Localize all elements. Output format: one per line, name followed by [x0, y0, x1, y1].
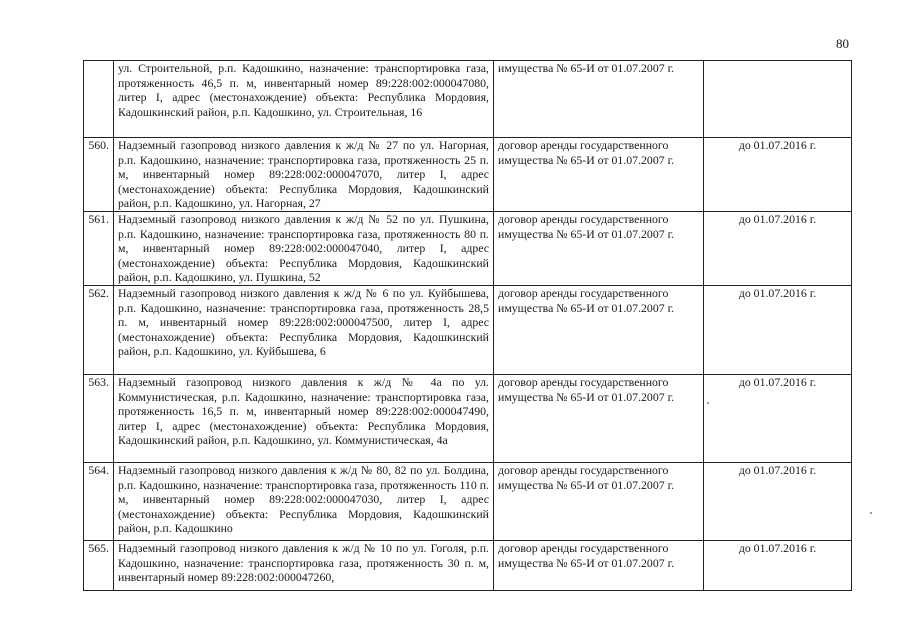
lease-basis: договор аренды государственного имущества № 65-И от 01.07.2007 г. — [494, 138, 704, 212]
scan-speck — [870, 512, 872, 514]
lease-term: до 01.07.2016 г. — [704, 286, 852, 375]
object-description: Надземный газопровод низкого давления к ж/д № 52 по ул. Пушкина, р.п. Кадошкино, назначение: транспортировка газа, протяженность 80 п. м, инвентарный номер 89:228:002:000047040, литер I, адрес (местонахождение) объекта: Республика Мордовия, Кадошкинский район, р.п. Кадошкино, ул. Пушкина, 52 — [114, 212, 494, 286]
page-number: 80 — [836, 36, 849, 51]
row-number: 564. — [84, 463, 114, 541]
lease-term: до 01.07.2016 г. — [704, 138, 852, 212]
row-number: 561. — [84, 212, 114, 286]
object-description: ул. Строительной, р.п. Кадошкино, назначение: транспортировка газа, протяженность 46,5 п. м, инвентарный номер 89:228:002:000047080, литер I, адрес (местонахождение) объекта: Республика Мордовия, Кадошкинский район, р.п. Кадошкино, ул. Строительная, 16 — [114, 61, 494, 138]
lease-basis: договор аренды государственного имущества № 65-И от 01.07.2007 г. — [494, 463, 704, 541]
object-description: Надземный газопровод низкого давления к ж/д № 27 по ул. Нагорная, р.п. Кадошкино, назначение: транспортировка газа, протяженность 25 п. м, инвентарный номер 89:228:002:000047070, литер I, адрес (местонахождение) объекта: Республика Мордовия, Кадошкинский район, р.п. Кадошкино, ул. Нагорная, 27 — [114, 138, 494, 212]
lease-basis: договор аренды государственного имущества № 65-И от 01.07.2007 г. — [494, 212, 704, 286]
lease-term: до 01.07.2016 г. — [704, 212, 852, 286]
table-row — [84, 375, 852, 463]
object-description: Надземный газопровод низкого давления к ж/д № 4а по ул. Коммунистическая, р.п. Кадошкино, назначение: транспортировка газа, протяженность 16,5 п. м, инвентарный номер 89:228:002:000047490, литер I, адрес (местонахождение) объекта: Республика Мордовия, Кадошкинский район, р.п. Кадошкино, ул. Коммунистическая, 4а — [114, 375, 494, 463]
object-description: Надземный газопровод низкого давления к ж/д № 6 по ул. Куйбышева, р.п. Кадошкино, назначение: транспортировка газа, протяженность 28,5 п. м, инвентарный номер 89:228:002:000047500, литер I, адрес (местонахождение) объекта: Республика Мордовия, Кадошкинский район, р.п. Кадошкино, ул. Куйбышева, 6 — [114, 286, 494, 375]
lease-term: до 01.07.2016 г. — [704, 463, 852, 541]
object-description: Надземный газопровод низкого давления к ж/д № 80, 82 по ул. Болдина, р.п. Кадошкино, назначение: транспортировка газа, протяженность 110 п. м, инвентарный номер 89:228:002:000047030, литер I, адрес (местонахождение) объекта: Республика Мордовия, Кадошкинский район, р.п. Кадошкино — [114, 463, 494, 541]
row-number: 563. — [84, 375, 114, 463]
lease-term: до 01.07.2016 г. — [704, 375, 852, 463]
lease-basis: договор аренды государственного имущества № 65-И от 01.07.2007 г. — [494, 541, 704, 591]
lease-basis: договор аренды государственного имущества № 65-И от 01.07.2007 г. — [494, 375, 704, 463]
table-row — [84, 138, 852, 212]
lease-term: до 01.07.2016 г. — [704, 541, 852, 591]
row-number: 562. — [84, 286, 114, 375]
property-registry-table — [83, 60, 852, 591]
row-number — [84, 61, 114, 138]
lease-term — [704, 61, 852, 138]
object-description: Надземный газопровод низкого давления к ж/д № 10 по ул. Гоголя, р.п. Кадошкино, назначение: транспортировка газа, протяженность 30 п. м, инвентарный номер 89:228:002:000047260, — [114, 541, 494, 591]
scan-speck — [707, 402, 709, 404]
table-row — [84, 61, 852, 138]
row-number: 565. — [84, 541, 114, 591]
row-number: 560. — [84, 138, 114, 212]
table-row — [84, 212, 852, 286]
table-row — [84, 463, 852, 541]
table-row — [84, 541, 852, 591]
lease-basis: договор аренды государственного имущества № 65-И от 01.07.2007 г. — [494, 286, 704, 375]
table-row — [84, 286, 852, 375]
lease-basis: имущества № 65-И от 01.07.2007 г. — [494, 61, 704, 138]
